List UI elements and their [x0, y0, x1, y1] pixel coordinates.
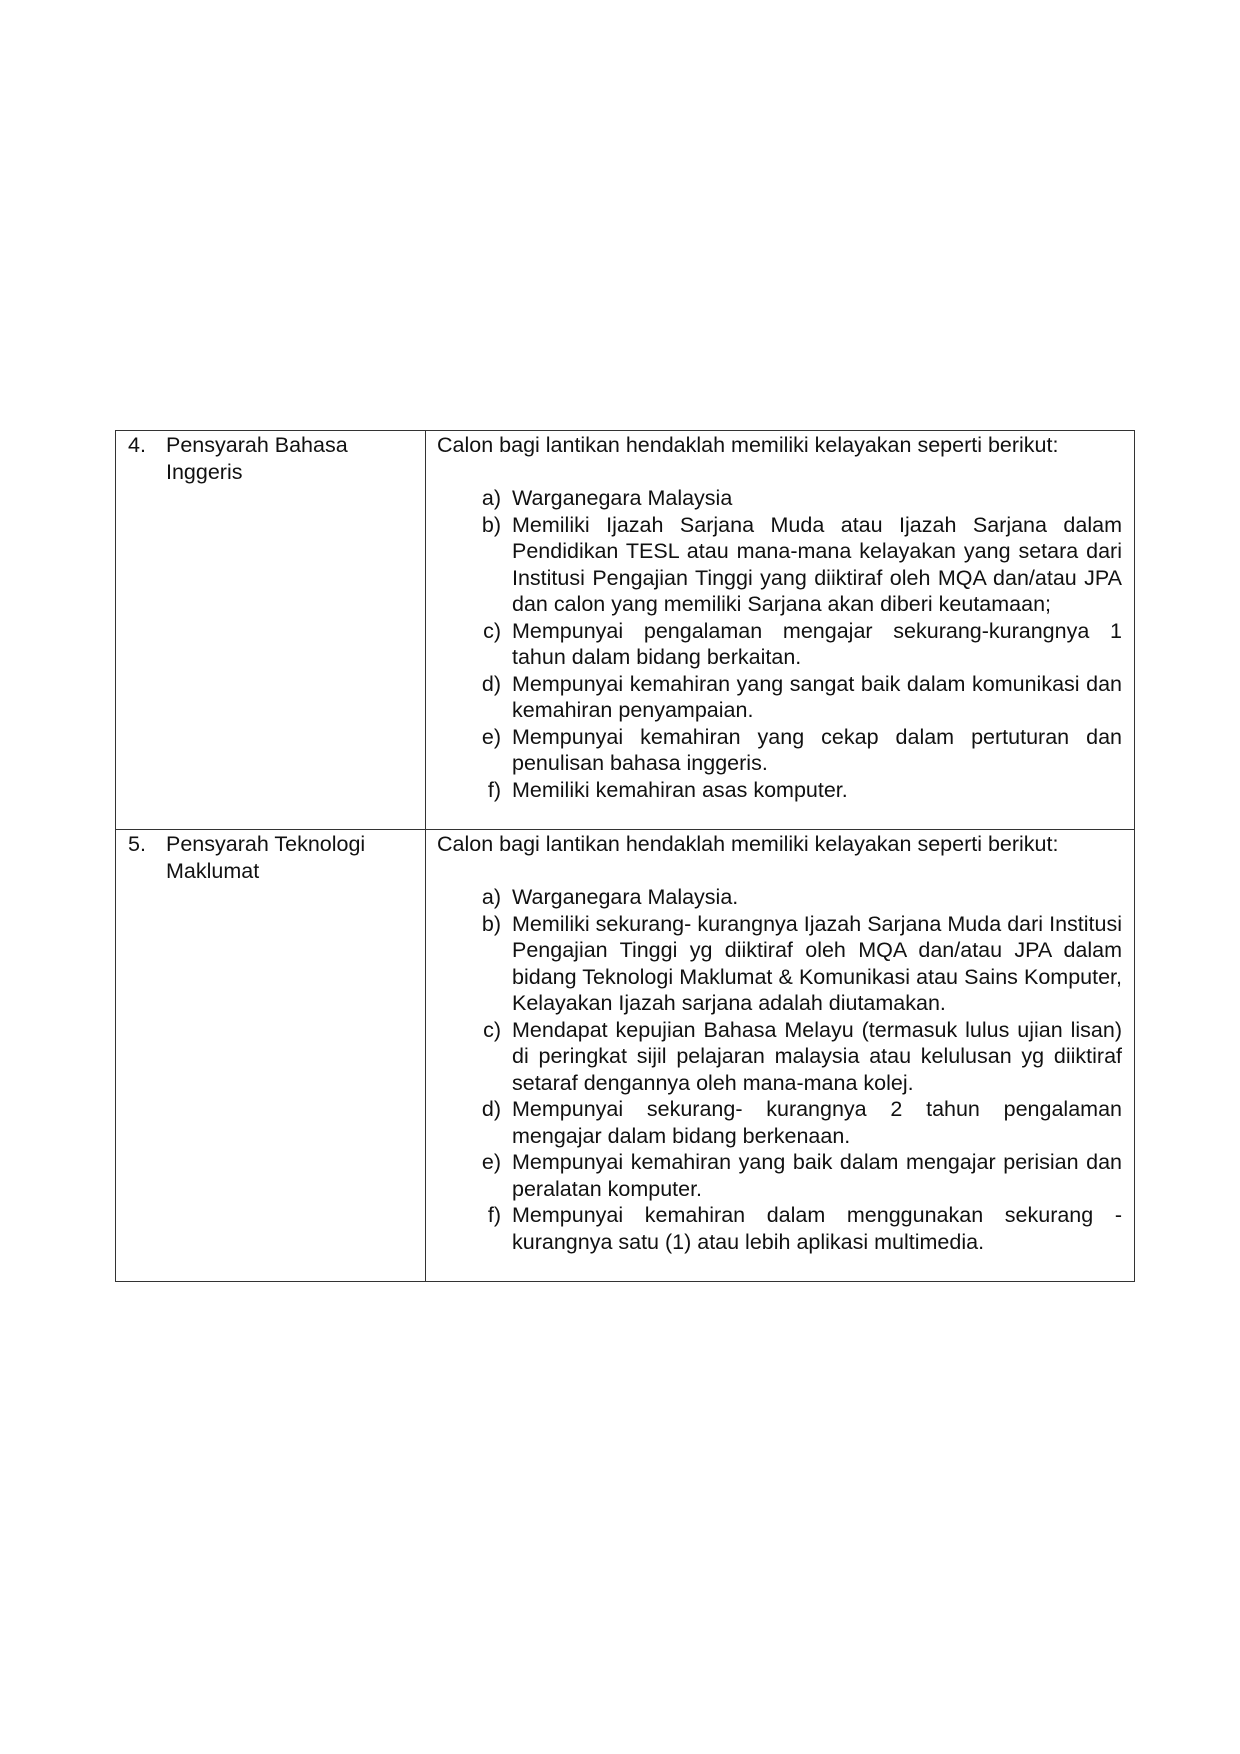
- position-title-line: Maklumat: [166, 858, 260, 883]
- criteria-text: Warganegara Malaysia.: [512, 885, 739, 909]
- requirements-content: [426, 431, 1134, 829]
- criteria-item: [437, 911, 1122, 1017]
- position-cell: [116, 431, 426, 830]
- requirements-intro: Calon bagi lantikan hendaklah memiliki kelayakan seperti berikut:: [437, 832, 1059, 856]
- criteria-letter: f): [487, 1203, 501, 1227]
- criteria-letter: a): [481, 486, 501, 510]
- criteria-text: Memiliki kemahiran asas komputer.: [512, 777, 848, 802]
- criteria-letter: c): [483, 618, 501, 643]
- position-cell: [116, 830, 426, 1282]
- position-title-line: Pensyarah Bahasa: [166, 433, 348, 457]
- criteria-item: [437, 1202, 1122, 1255]
- position-number: 5.: [128, 832, 146, 856]
- criteria-letter: f): [487, 777, 501, 802]
- criteria-text: Mempunyai kemahiran yang sangat baik dalam komunikasi dan kemahiran penyampaian.: [512, 671, 1122, 722]
- table-row: [116, 431, 1135, 830]
- position-title: [166, 831, 417, 884]
- criteria-item: [437, 618, 1122, 671]
- criteria-letter: b): [481, 512, 501, 537]
- criteria-text: Mempunyai pengalaman mengajar sekurang-kurangnya 1 tahun dalam bidang berkaitan.: [512, 618, 1122, 669]
- criteria-item: [437, 512, 1122, 618]
- criteria-text: Mempunyai kemahiran dalam menggunakan sekurang - kurangnya satu (1) atau lebih aplikasi multimedia.: [512, 1203, 1122, 1254]
- criteria-item: [437, 777, 1122, 804]
- criteria-item: [437, 485, 1122, 512]
- requirements-intro: Calon bagi lantikan hendaklah memiliki kelayakan seperti berikut:: [437, 433, 1059, 457]
- requirements-cell: [426, 830, 1135, 1282]
- table-row: [116, 830, 1135, 1282]
- criteria-text: Mempunyai kemahiran yang baik dalam mengajar perisian dan peralatan komputer.: [512, 1150, 1122, 1201]
- position-entry: [116, 431, 425, 485]
- position-entry: [116, 830, 425, 884]
- criteria-letter: c): [483, 1017, 501, 1042]
- criteria-item: [437, 1017, 1122, 1097]
- criteria-text: Mempunyai kemahiran yang cekap dalam pertuturan dan penulisan bahasa inggeris.: [512, 724, 1122, 775]
- criteria-text: Memiliki sekurang- kurangnya Ijazah Sarjana Muda dari Institusi Pengajian Tinggi yg diiktiraf oleh MQA dan/atau JPA dalam bidang Teknologi Maklumat & Komunikasi atau Sains Komputer, Kelayakan Ijazah sarjana adalah diutamakan.: [512, 911, 1122, 1015]
- criteria-item: [437, 671, 1122, 724]
- criteria-item: [437, 1096, 1122, 1149]
- requirements-content: [426, 830, 1134, 1281]
- criteria-letter: e): [481, 1150, 501, 1174]
- criteria-text: Mempunyai sekurang- kurangnya 2 tahun pengalaman mengajar dalam bidang berkenaan.: [512, 1097, 1122, 1148]
- criteria-letter: d): [481, 1097, 501, 1121]
- criteria-list: [437, 485, 1122, 803]
- criteria-text: Mendapat kepujian Bahasa Melayu (termasuk lulus ujian lisan) di peringkat sijil pelajaran malaysia atau kelulusan yg diiktiraf setaraf dengannya oleh mana-mana kolej.: [512, 1017, 1122, 1095]
- criteria-text: Warganegara Malaysia: [512, 486, 733, 510]
- criteria-letter: b): [481, 911, 501, 936]
- position-title: [166, 432, 417, 485]
- position-title-line: Inggeris: [166, 459, 243, 484]
- criteria-list: [437, 884, 1122, 1255]
- criteria-item: [437, 884, 1122, 911]
- criteria-letter: a): [481, 885, 501, 909]
- requirements-table: [115, 430, 1135, 1282]
- criteria-letter: e): [481, 724, 501, 749]
- criteria-item: [437, 1149, 1122, 1202]
- position-number: 4.: [128, 433, 146, 457]
- criteria-item: [437, 724, 1122, 777]
- criteria-text: Memiliki Ijazah Sarjana Muda atau Ijazah Sarjana dalam Pendidikan TESL atau mana-mana kelayakan yang setara dari Institusi Pengajian Tinggi yang diiktiraf oleh MQA dan/atau JPA dan calon yang memiliki Sarjana akan diberi keutamaan;: [512, 512, 1122, 616]
- requirements-cell: [426, 431, 1135, 830]
- criteria-letter: d): [481, 671, 501, 696]
- position-title-line: Pensyarah Teknologi: [166, 832, 366, 856]
